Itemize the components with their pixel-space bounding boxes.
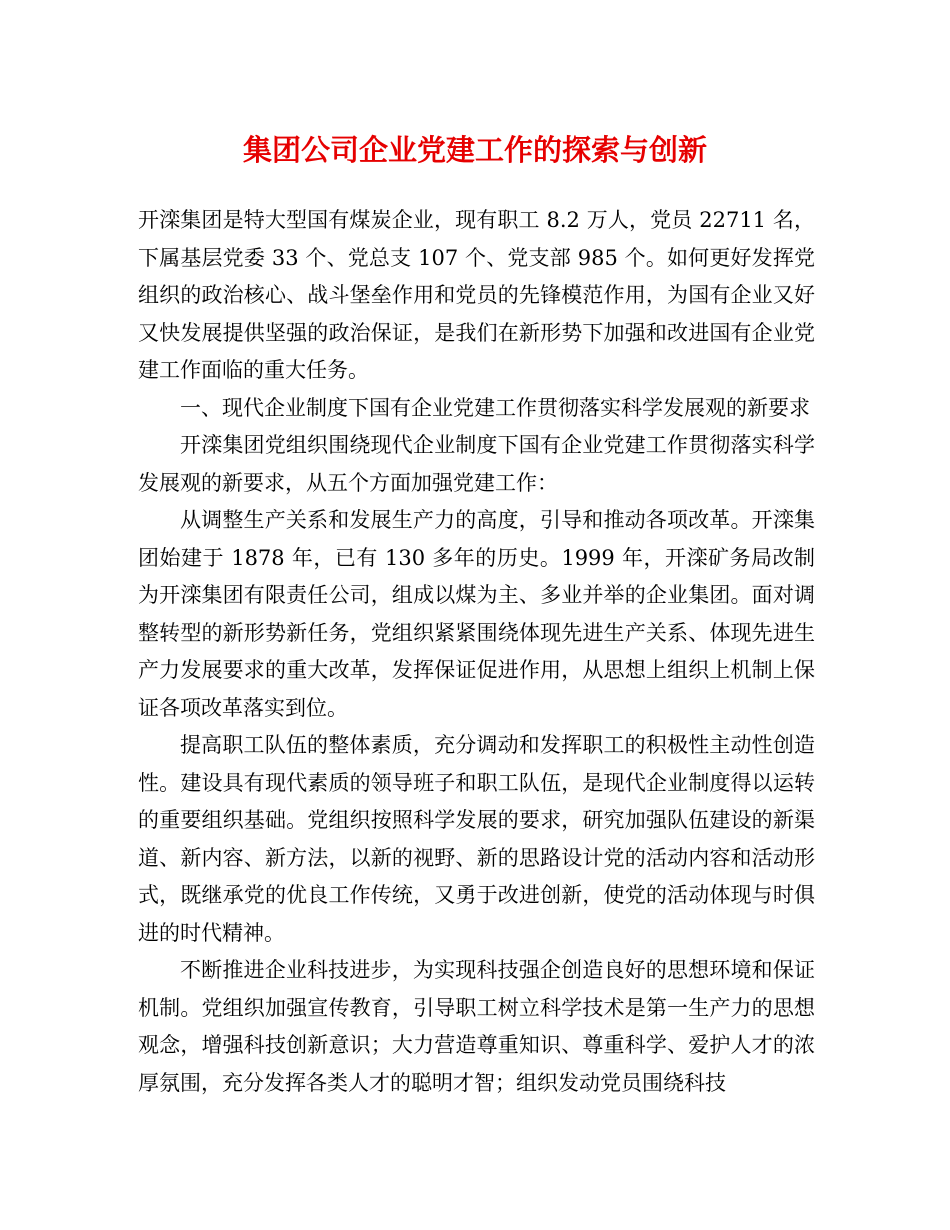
body-paragraph: 从调整生产关系和发展生产力的高度，引导和推动各项改革。开滦集团始建于 1878 年，已有 130 多年的历史。1999 年，开滦矿务局改制为开滦集团有限责任公司，组成以煤为主、多业并举的企业集团。面对调整转型的新形势新任务，党组织紧紧围绕体现先进生产关系、体现先进生产力发展要求的重大改革，发挥保证促进作用，从思想上组织上机制上保证各项改革落实到位。 bbox=[138, 508, 815, 720]
body-paragraph: 提高职工队伍的整体素质，充分调动和发挥职工的积极性主动性创造性。建设具有现代素质的领导班子和职工队伍，是现代企业制度得以运转的重要组织基础。党组织按照科学发展的要求，研究加强队伍建设的新渠道、新内容、新方法，以新的视野、新的思路设计党的活动内容和活动形式，既继承党的优良工作传统，又勇于改进创新，使党的活动体现与时俱进的时代精神。 bbox=[138, 733, 815, 945]
body-paragraph: 开滦集团党组织围绕现代企业制度下国有企业党建工作贯彻落实科学发展观的新要求，从五个方面加强党建工作： bbox=[138, 433, 815, 495]
document-body bbox=[138, 202, 815, 1102]
body-paragraph: 不断推进企业科技进步，为实现科技强企创造良好的思想环境和保证机制。党组织加强宣传教育，引导职工树立科学技术是第一生产力的思想观念，增强科技创新意识；大力营造尊重知识、尊重科学、爱护人才的浓厚氛围，充分发挥各类人才的聪明才智；组织发动党员围绕科技 bbox=[138, 958, 815, 1095]
body-paragraph-intro: 开滦集团是特大型国有煤炭企业，现有职工 8.2 万人，党员 22711 名，下属基层党委 33 个、党总支 107 个、党支部 985 个。如何更好发挥党组织的政治核心、战斗堡垒作用和党员的先锋模范作用，为国有企业又好又快发展提供坚强的政治保证，是我们在新形势下加强和改进国有企业党建工作面临的重大任务。 bbox=[138, 208, 815, 382]
document-title: 集团公司企业党建工作的探索与创新 bbox=[242, 133, 707, 167]
section-heading-1: 一、现代企业制度下国有企业党建工作贯彻落实科学发展观的新要求 bbox=[180, 395, 810, 420]
